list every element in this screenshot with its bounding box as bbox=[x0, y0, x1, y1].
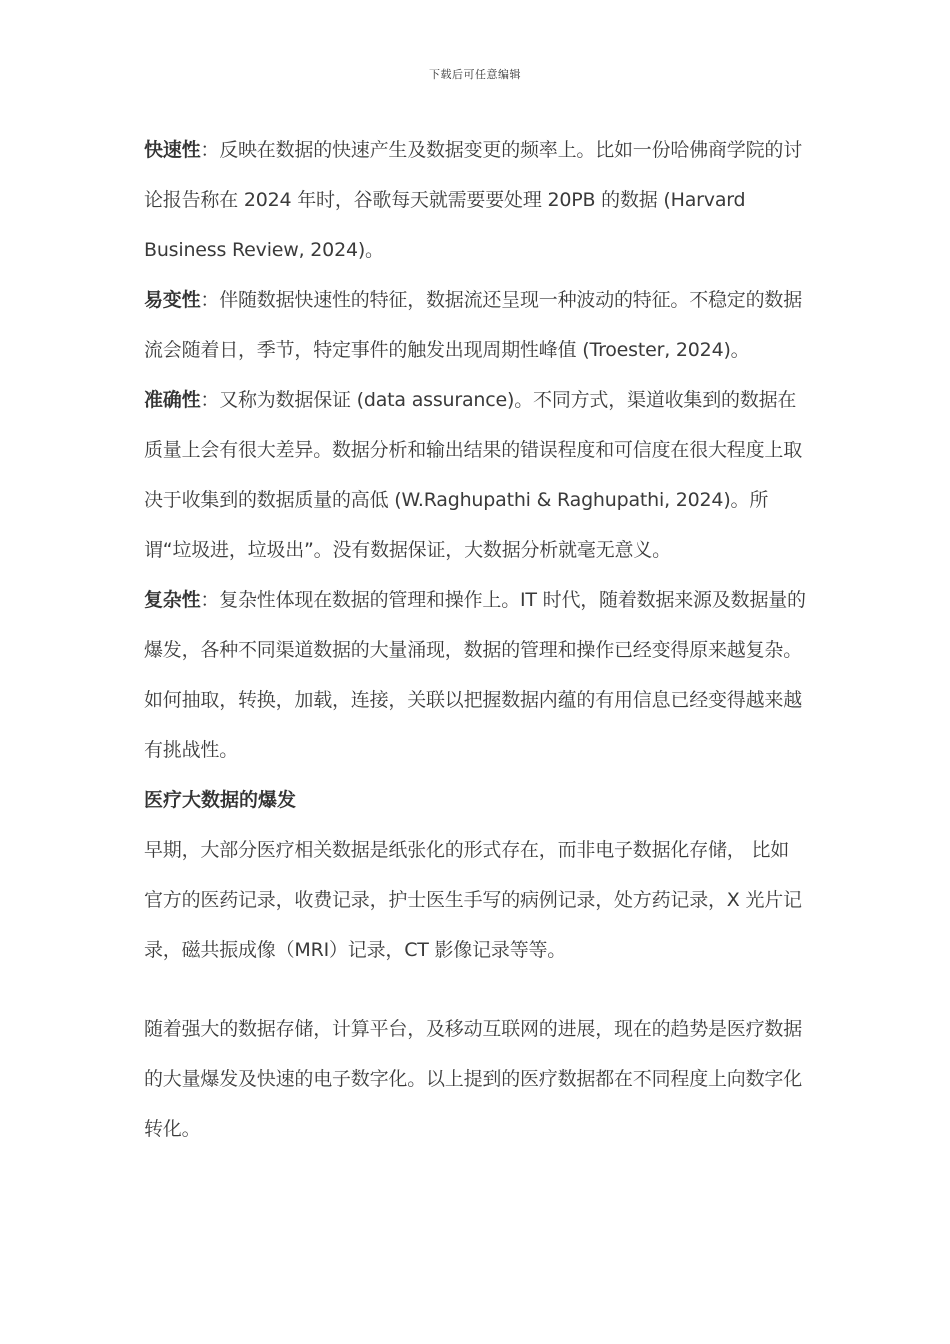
document-body bbox=[144, 125, 806, 1154]
paragraph-variability-text: ：伴随数据快速性的特征，数据流还呈现一种波动的特征。不稳定的数据流会随着日，季节，特定事件的触发出现周期性峰值 (Troester, 2024)。 bbox=[144, 289, 803, 361]
page-header: 下载后可任意编辑 bbox=[429, 68, 521, 81]
paragraph-velocity bbox=[144, 125, 806, 275]
section-paragraph-trend: 随着强大的数据存储，计算平台，及移动互联网的进展，现在的趋势是医疗数据的大量爆发及快速的电子数字化。以上提到的医疗数据都在不同程度上向数字化转化。 bbox=[144, 1018, 803, 1140]
term-velocity: 快速性 bbox=[144, 139, 201, 161]
paragraph-veracity bbox=[144, 375, 806, 575]
paragraph-complexity bbox=[144, 575, 806, 775]
paragraph-veracity-text: ：又称为数据保证 (data assurance)。不同方式，渠道收集到的数据在质量上会有很大差异。数据分析和输出结果的错误程度和可信度在很大程度上取决于收集到的数据质量的高低 (W.Raghupathi & Raghupathi, 2024)。所谓“垃圾进，垃圾出”。没有数据保证，大数据分析就毫无意义。 bbox=[144, 389, 803, 561]
term-variability: 易变性 bbox=[144, 289, 201, 311]
section-heading: 医疗大数据的爆发 bbox=[144, 789, 297, 811]
section-paragraph-early: 早期，大部分医疗相关数据是纸张化的形式存在，而非电子数据化存储， 比如官方的医药记录，收费记录，护士医生手写的病例记录，处方药记录，X 光片记录，磁共振成像（MRI）记录，CT 影像记录等等。 bbox=[144, 839, 802, 961]
term-complexity: 复杂性 bbox=[144, 589, 201, 611]
paragraph-velocity-text: ：反映在数据的快速产生及数据变更的频率上。比如一份哈佛商学院的讨论报告称在 2024 年时，谷歌每天就需要要处理 20PB 的数据 (Harvard Business Review, 2024)。 bbox=[144, 139, 803, 261]
term-veracity: 准确性 bbox=[144, 389, 201, 411]
paragraph-variability bbox=[144, 275, 806, 375]
paragraph-complexity-text: ：复杂性体现在数据的管理和操作上。IT 时代，随着数据来源及数据量的爆发，各种不同渠道数据的大量涌现，数据的管理和操作已经变得原来越复杂。如何抽取，转换，加载，连接，关联以把握数据内蕴的有用信息已经变得越来越有挑战性。 bbox=[144, 589, 806, 761]
